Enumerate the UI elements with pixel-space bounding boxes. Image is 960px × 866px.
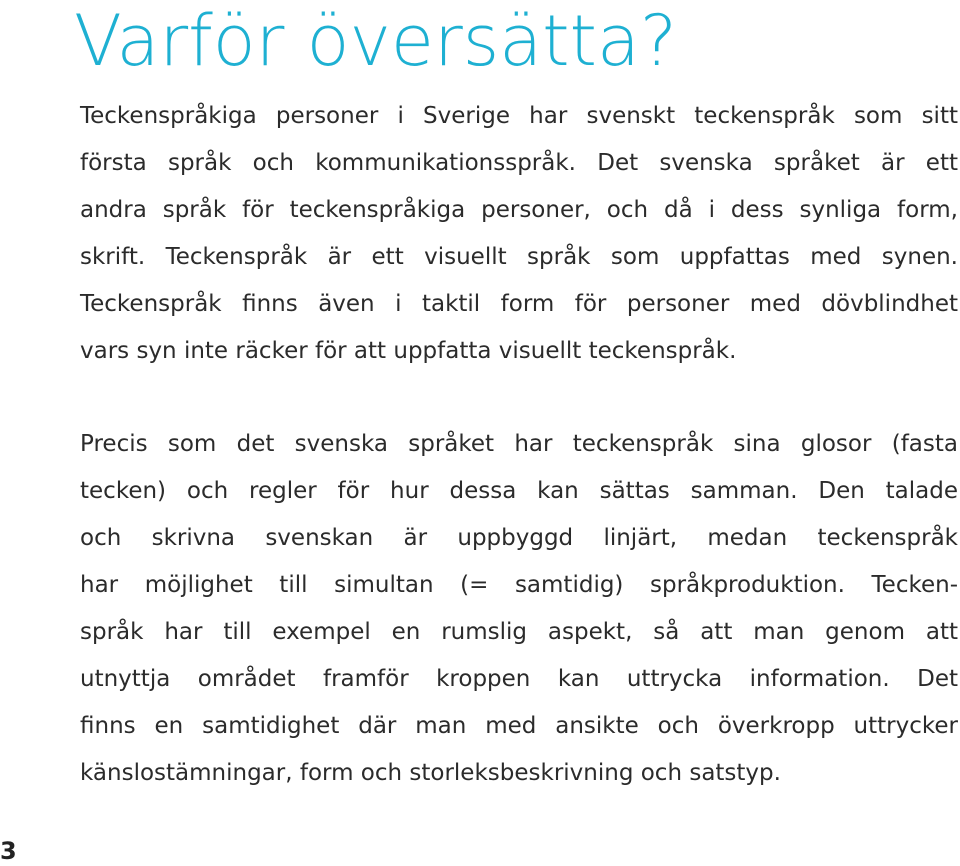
paragraph-line: första språk och kommunikationsspråk. Det svenska språket är ett [80, 150, 958, 176]
paragraph-line: har möjlighet till simultan (= samtidig) språkproduktion. Tecken- [80, 572, 958, 598]
paragraph-line: tecken) och regler för hur dessa kan sättas samman. Den talade [80, 478, 958, 504]
page-number: 3 [0, 837, 17, 865]
paragraph-line: finns en samtidighet där man med ansikte och överkropp uttrycker [80, 713, 958, 739]
paragraph-line: andra språk för teckenspråkiga personer, och då i dess synliga form, [80, 197, 958, 223]
paragraph-line: vars syn inte räcker för att uppfatta visuellt teckenspråk. [80, 338, 737, 364]
paragraph-line: känslostämningar, form och storleksbeskrivning och satstyp. [80, 760, 781, 786]
paragraph-line: Precis som det svenska språket har teckenspråk sina glosor (fasta [80, 431, 958, 457]
paragraph-line: Teckenspråk finns även i taktil form för personer med dövblindhet [80, 291, 958, 317]
body-paragraph-1 [80, 93, 958, 375]
body-paragraph-2 [80, 421, 958, 797]
page-title: Varför översätta? [74, 0, 678, 82]
paragraph-line: skrift. Teckenspråk är ett visuellt språk som uppfattas med synen. [80, 244, 958, 270]
paragraph-line: språk har till exempel en rumslig aspekt, så att man genom att [80, 619, 958, 645]
paragraph-line: utnyttja området framför kroppen kan uttrycka information. Det [80, 666, 958, 692]
paragraph-line: Teckenspråkiga personer i Sverige har svenskt teckenspråk som sitt [80, 103, 958, 129]
paragraph-line: och skrivna svenskan är uppbyggd linjärt, medan teckenspråk [80, 525, 958, 551]
